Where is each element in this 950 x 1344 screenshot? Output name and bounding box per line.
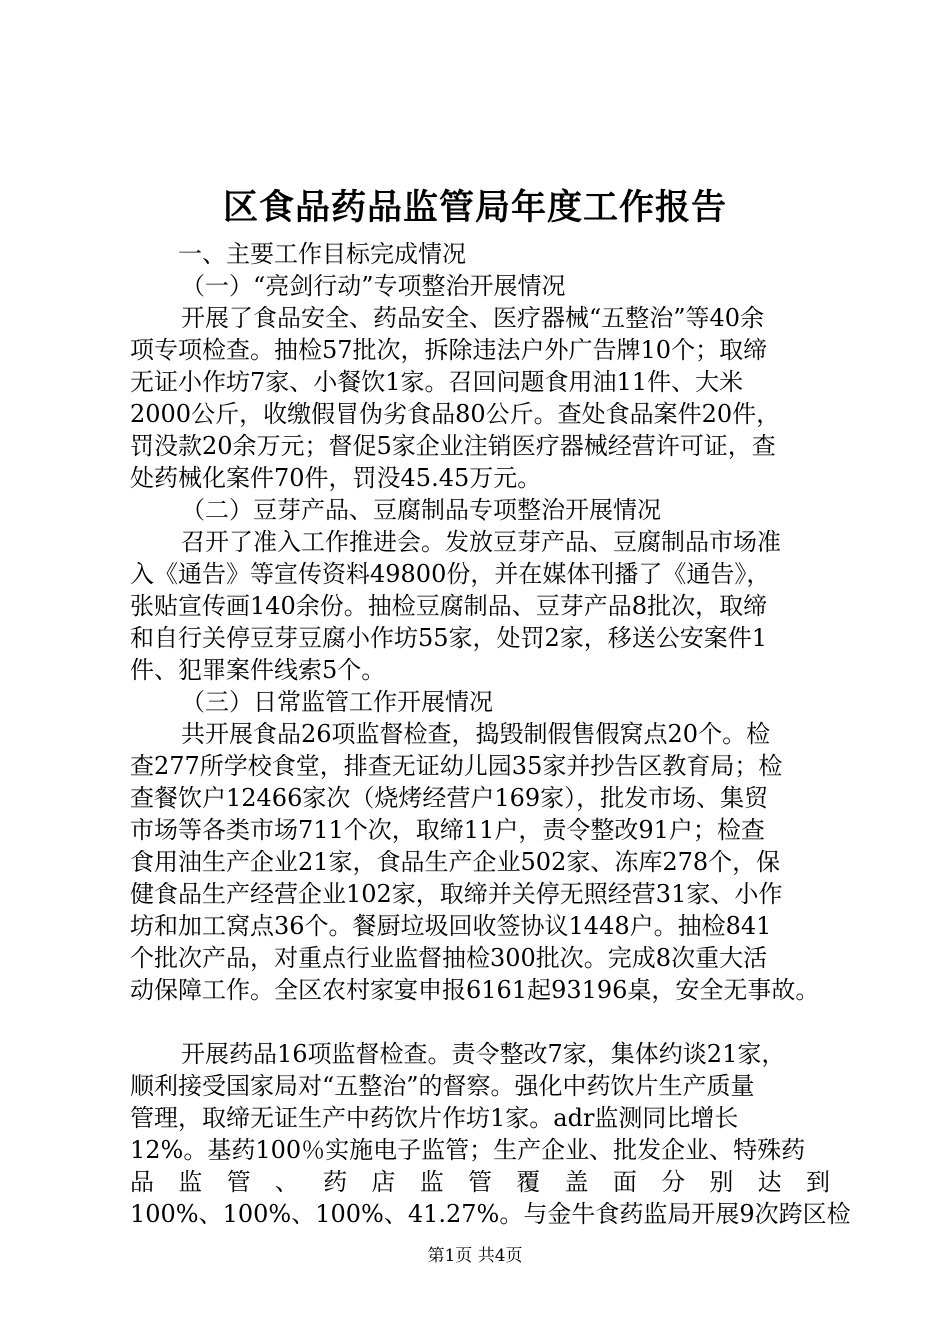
paragraph-3-line: 坊和加工窝点36个。餐厨垃圾回收签协议1448户。抽检841 (130, 912, 772, 940)
paragraph-1-line: 2000公斤，收缴假冒伪劣食品80公斤。查处食品案件20件， (130, 400, 781, 428)
spread-char: 达 (757, 1168, 782, 1196)
paragraph-3-line: 个批次产品，对重点行业监督抽检300批次。完成8次重大活 (130, 944, 768, 972)
spread-char: 到 (805, 1168, 830, 1196)
spread-char: 监 (178, 1168, 203, 1196)
section-heading-1: 一、主要工作目标完成情况 (178, 240, 466, 268)
spread-char: 面 (612, 1168, 637, 1196)
subsection-heading-2: （二）豆芽产品、豆腐制品专项整治开展情况 (181, 496, 661, 524)
subsection-heading-1: （一）“亮剑行动”专项整治开展情况 (181, 272, 566, 300)
spread-char: 分 (661, 1168, 686, 1196)
paragraph-2-line: 件、犯罪案件线索5个。 (130, 656, 386, 684)
paragraph-3-line: 动保障工作。全区农村家宴申报6161起93196桌，安全无事故。 (130, 976, 820, 1004)
paragraph-1-line: 罚没款20余万元；督促5家企业注销医疗器械经营许可证，查 (130, 432, 776, 460)
paragraph-4-line: 顺利接受国家局对“五整治”的督察。强化中药饮片生产质量 (130, 1072, 755, 1100)
spread-char: 监 (419, 1168, 444, 1196)
spread-char: 品 (130, 1168, 154, 1196)
paragraph-3-line: 共开展食品26项监督检查，捣毁制假售假窝点20个。检 (181, 720, 771, 748)
page-footer: 第1页 共4页 (427, 1246, 523, 1266)
spread-char: 店 (371, 1168, 396, 1196)
paragraph-4-spread-line (130, 1166, 830, 1198)
spread-char: 、 (274, 1168, 299, 1196)
spread-char: 别 (709, 1168, 734, 1196)
paragraph-1-line: 项专项检查。抽检57批次，拆除违法户外广告牌10个；取缔 (130, 336, 768, 364)
paragraph-4-line: 12%。基药100％实施电子监管；生产企业、批发企业、特殊药 (130, 1136, 806, 1164)
subsection-heading-3: （三）日常监管工作开展情况 (181, 688, 493, 716)
spread-char: 药 (323, 1168, 348, 1196)
spread-char: 覆 (516, 1168, 541, 1196)
spread-char: 管 (226, 1168, 251, 1196)
paragraph-1-line: 无证小作坊7家、小餐饮1家。召回问题食用油11件、大米 (130, 368, 744, 396)
paragraph-3-line: 查277所学校食堂，排查无证幼儿园35家并抄告区教育局；检 (130, 752, 783, 780)
spread-char: 管 (467, 1168, 492, 1196)
document-title: 区食品药品监管局年度工作报告 (222, 187, 727, 228)
paragraph-2-line: 张贴宣传画140余份。抽检豆腐制品、豆芽产品8批次，取缔 (130, 592, 768, 620)
paragraph-4-line: 100%、100%、100%、41.27%。与金牛食药监局开展9次跨区检 (130, 1200, 851, 1228)
paragraph-2-line: 入《通告》等宣传资料49800份，并在媒体刊播了《通告》， (130, 560, 771, 588)
paragraph-3-line: 食用油生产企业21家，食品生产企业502家、冻库278个，保 (130, 848, 781, 876)
paragraph-2-line: 召开了准入工作推进会。发放豆芽产品、豆腐制品市场准 (181, 528, 781, 556)
paragraph-3-line: 市场等各类市场711个次，取缔11户，责令整改91户；检查 (130, 816, 765, 844)
paragraph-1-line: 开展了食品安全、药品安全、医疗器械“五整治”等40余 (181, 304, 765, 332)
paragraph-4-line: 开展药品16项监督检查。责令整改7家，集体约谈21家， (181, 1040, 786, 1068)
paragraph-3-line: 健食品生产经营企业102家，取缔并关停无照经营31家、小作 (130, 880, 783, 908)
paragraph-1-line: 处药械化案件70件，罚没45.45万元。 (130, 464, 542, 492)
paragraph-3-line: 查餐饮户12466家次（烧烤经营户169家），批发市场、集贸 (130, 784, 769, 812)
spread-char: 盖 (564, 1168, 589, 1196)
paragraph-4-line: 管理，取缔无证生产中药饮片作坊1家。adr监测同比增长 (130, 1104, 739, 1132)
paragraph-2-line: 和自行关停豆芽豆腐小作坊55家，处罚2家，移送公安案件1 (130, 624, 768, 652)
